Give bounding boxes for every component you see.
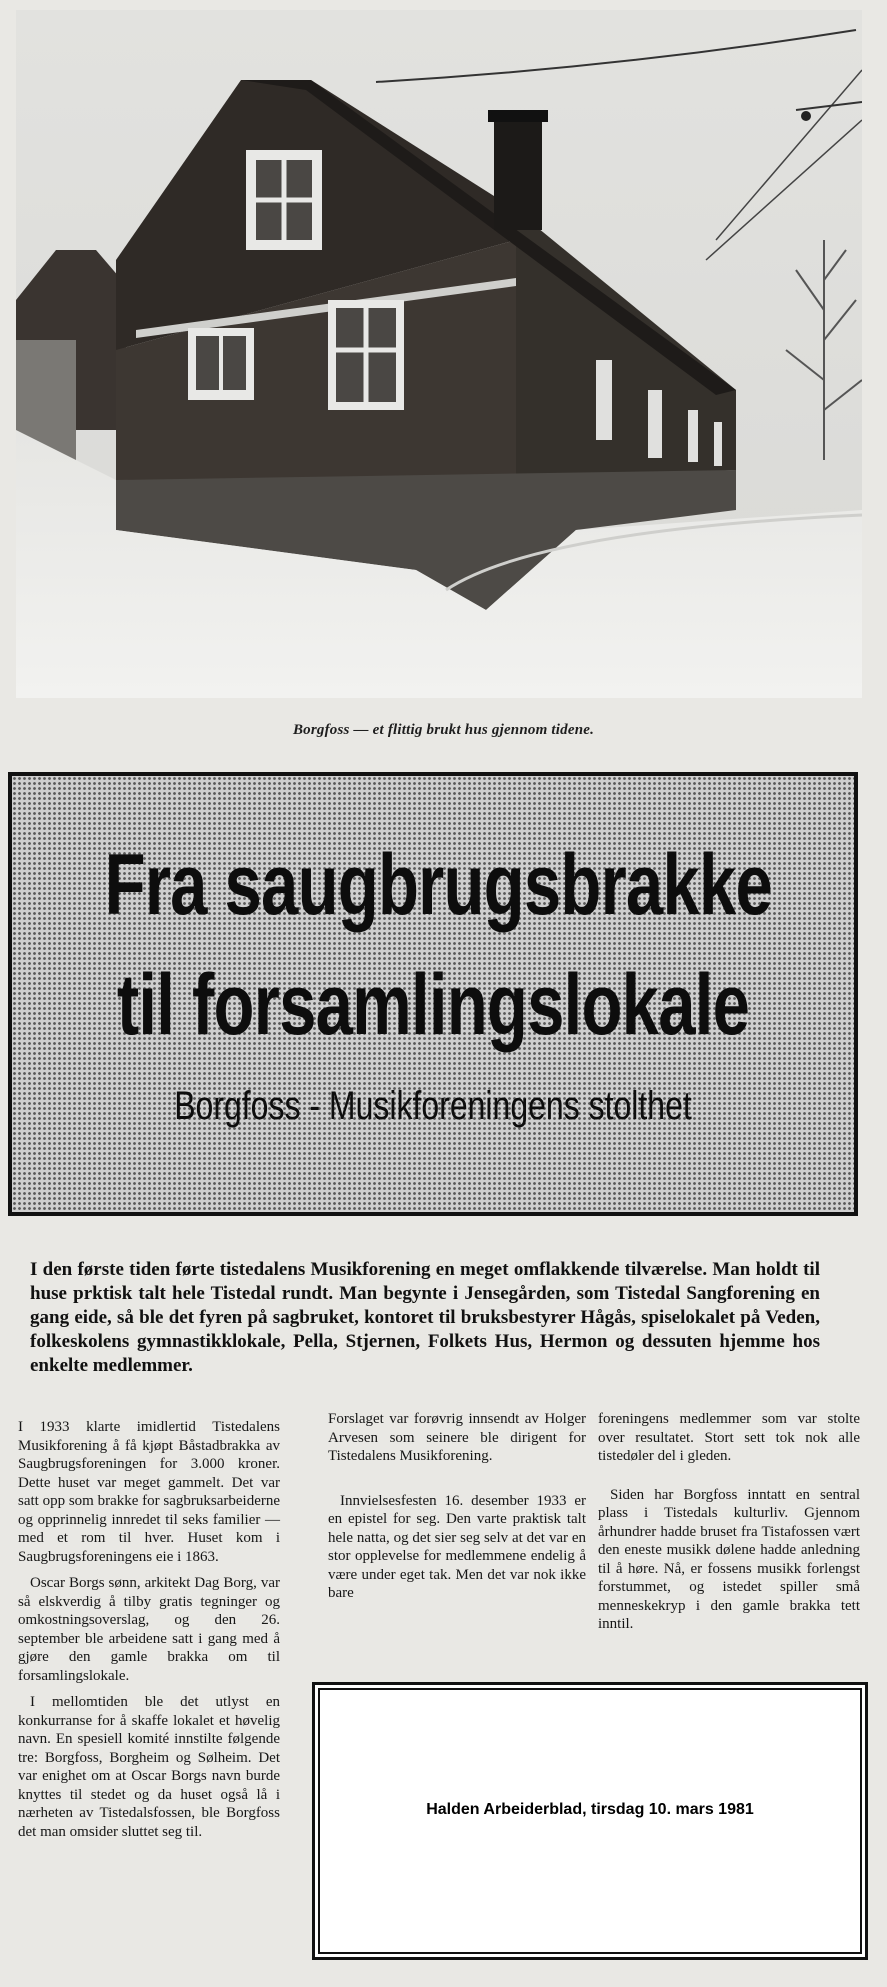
source-citation: Halden Arbeiderblad, tirsdag 10. mars 1981: [426, 1801, 754, 1818]
paragraph: Siden har Borgfoss inntatt en sentral plass i Tistedals kulturliv. Gjennom århundrer hadde bruset fra Tistafossen vært den eneste musikk dølene hadde anledning til å høre. Nå, er fossens musikk forlengst forstummet, og istedet spiller små menneskekryp i den gamle brakka tett inntil.: [598, 1486, 860, 1632]
paragraph: I 1933 klarte imidlertid Tistedalens Musikforening å få kjøpt Båstadbrakka av Saugbrugsforeningen for 3.000 kroner. Dette huset var meget gammelt. Det var satt opp som brakke for sagbruksarbeiderne og opprinnelig innredet til seks familier — med et rom til hver. Huset kom i Saugbrugsforeningens eie i 1863.: [18, 1419, 281, 1565]
article-column-2: [328, 1410, 586, 1611]
paragraph: foreningens medlemmer som var stolte over resultatet. Stort sett tok nok alle tistedøler del i gleden.: [598, 1411, 860, 1464]
headline-line-1: Fra saugbrugsbrakke: [104, 837, 773, 933]
headline-line-2: til forsamlingslokale: [116, 957, 750, 1053]
article-column-3: [598, 1410, 860, 1642]
paragraph: Oscar Borgs sønn, arkitekt Dag Borg, var så elskverdig å tilby gratis tegninger og omkostningsoverslag, og den 26. september ble arbeidene satt i gang med å gjøre den gamle brakka om til forsamlingslokale.: [18, 1575, 280, 1684]
lead-paragraph: I den første tiden førte tistedalens Musikforening en meget omflakkende tilværelse. Man holdt til huse prktisk talt hele Tistedal rundt. Man begynte i Jensegården, som Tistedal Sangforening en gang eide, så ble det fyren på sagbruket, kontoret til bruksbestyrer Hågås, spiselokalet på Veden, folkeskolens gymnastikklokale, Pella, Stjernen, Folkets Hus, Hermon og dessuten hjemme hos enkelte medlemmer.: [30, 1259, 820, 1376]
photo-caption: Borgfoss — et flittig brukt hus gjennom tidene.: [292, 722, 595, 738]
house-photo: [16, 10, 862, 698]
paragraph: Innvielsesfesten 16. desember 1933 er en epistel for seg. Den varte praktisk talt hele natta, og det sier seg selv at det var en stor opplevelse for medlemmene endelig å være under eget tak. Men det var nok ikke bare: [328, 1492, 586, 1601]
headline-subtitle: Borgfoss - Musikforeningens stolthet: [174, 1084, 692, 1128]
headline-box: [8, 772, 858, 1216]
paragraph: I mellomtiden ble det utlyst en konkurranse for å skaffe lokalet et høvelig navn. En spesiell komité innstilte følgende tre: Borgfoss, Borgheim og Sølheim. Det var enighet om at Oscar Borgs navn burde knyttes til stedet og da huset også lå i nærheten av Tistedalsfossen, ble Borgfoss det man omsider sluttet seg til.: [18, 1694, 280, 1840]
article-column-1: [18, 1418, 280, 1849]
source-box: [312, 1682, 868, 1960]
house-photo-icon: [16, 10, 862, 698]
paragraph: Forslaget var forøvrig innsendt av Holger Arvesen som seinere ble dirigent for Tistedalens Musikforening.: [328, 1411, 586, 1464]
